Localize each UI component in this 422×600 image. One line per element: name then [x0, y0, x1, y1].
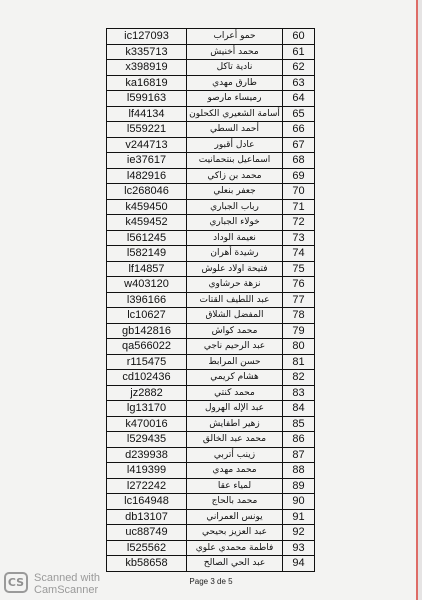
table-row: [107, 293, 315, 309]
table-row: [107, 60, 315, 76]
cell-id-number: lc10627: [107, 308, 187, 324]
cell-row-number: 82: [283, 370, 315, 386]
cell-row-number: 86: [283, 432, 315, 448]
cell-name: عبد العزيز بحيحي: [187, 525, 283, 541]
cell-name: عبد الرحيم ناجي: [187, 339, 283, 355]
table-row: [107, 29, 315, 45]
cell-row-number: 91: [283, 510, 315, 526]
table-row: [107, 339, 315, 355]
cell-name: حمو أعراب: [187, 29, 283, 45]
cell-row-number: 85: [283, 417, 315, 433]
cell-row-number: 79: [283, 324, 315, 340]
table-row: [107, 262, 315, 278]
cell-row-number: 73: [283, 231, 315, 247]
cell-row-number: 61: [283, 45, 315, 61]
cell-name: محمد بن زاكي: [187, 169, 283, 185]
cell-id-number: lf44134: [107, 107, 187, 123]
cell-name: محمد كنتي: [187, 386, 283, 402]
table-row: [107, 308, 315, 324]
cell-row-number: 75: [283, 262, 315, 278]
cell-row-number: 77: [283, 293, 315, 309]
cell-row-number: 69: [283, 169, 315, 185]
cell-name: عبد اللطيف القتات: [187, 293, 283, 309]
cell-name: محمد كواش: [187, 324, 283, 340]
table-row: [107, 510, 315, 526]
cell-id-number: lc164948: [107, 494, 187, 510]
table-row: [107, 138, 315, 154]
cell-name: المفضل الشلاق: [187, 308, 283, 324]
cell-name: رباب الجباري: [187, 200, 283, 216]
cell-row-number: 62: [283, 60, 315, 76]
table-row: [107, 556, 315, 572]
cell-id-number: l482916: [107, 169, 187, 185]
cell-id-number: db13107: [107, 510, 187, 526]
table-row: [107, 324, 315, 340]
cell-row-number: 90: [283, 494, 315, 510]
cell-id-number: l396166: [107, 293, 187, 309]
cell-id-number: qa566022: [107, 339, 187, 355]
cell-row-number: 83: [283, 386, 315, 402]
cell-id-number: ka16819: [107, 76, 187, 92]
cell-name: جعفر بنعلي: [187, 184, 283, 200]
cell-id-number: d239938: [107, 448, 187, 464]
page-number: Page 3 de 5: [189, 577, 233, 586]
cell-row-number: 66: [283, 122, 315, 138]
cell-name: فتيحة اولاد علوش: [187, 262, 283, 278]
cell-row-number: 74: [283, 246, 315, 262]
cell-name: محمد مهدي: [187, 463, 283, 479]
cell-name: محمد عبد الخالق: [187, 432, 283, 448]
cell-row-number: 78: [283, 308, 315, 324]
cell-row-number: 93: [283, 541, 315, 557]
table-row: [107, 479, 315, 495]
table-row: [107, 417, 315, 433]
table-row: [107, 370, 315, 386]
cell-row-number: 81: [283, 355, 315, 371]
cell-name: لمياء عقا: [187, 479, 283, 495]
table-row: [107, 246, 315, 262]
table-row: [107, 200, 315, 216]
cell-id-number: ie37617: [107, 153, 187, 169]
cell-name: عادل أقبور: [187, 138, 283, 154]
cell-name: خولاء الجباري: [187, 215, 283, 231]
scan-edge-shade: [418, 0, 422, 600]
camscanner-logo-icon: CS: [4, 572, 28, 593]
cell-row-number: 80: [283, 339, 315, 355]
scan-edge-line: [416, 0, 418, 600]
cell-id-number: l582149: [107, 246, 187, 262]
cell-row-number: 71: [283, 200, 315, 216]
cell-id-number: x398919: [107, 60, 187, 76]
cell-id-number: l599163: [107, 91, 187, 107]
cell-id-number: l529435: [107, 432, 187, 448]
table-row: [107, 463, 315, 479]
cell-name: طارق مهدي: [187, 76, 283, 92]
table-row: [107, 448, 315, 464]
table-row: [107, 184, 315, 200]
cell-id-number: k470016: [107, 417, 187, 433]
table-row: [107, 122, 315, 138]
table-row: [107, 525, 315, 541]
cell-name: عبد الحي الصالح: [187, 556, 283, 572]
table-row: [107, 432, 315, 448]
cell-name: زهير اطفايش: [187, 417, 283, 433]
cell-id-number: jz2882: [107, 386, 187, 402]
cell-name: اسماعيل بنتحمانيت: [187, 153, 283, 169]
cell-row-number: 94: [283, 556, 315, 572]
cell-id-number: w403120: [107, 277, 187, 293]
cell-id-number: l272242: [107, 479, 187, 495]
table-row: [107, 91, 315, 107]
cell-row-number: 68: [283, 153, 315, 169]
cell-id-number: cd102436: [107, 370, 187, 386]
cell-row-number: 88: [283, 463, 315, 479]
cell-id-number: v244713: [107, 138, 187, 154]
cell-name: رميساء مارصو: [187, 91, 283, 107]
cell-row-number: 67: [283, 138, 315, 154]
cell-name: أسامة الشعيري الكحلون: [187, 107, 283, 123]
cell-name: حسن المرابط: [187, 355, 283, 371]
cell-id-number: lc268046: [107, 184, 187, 200]
cell-id-number: k335713: [107, 45, 187, 61]
cell-id-number: l561245: [107, 231, 187, 247]
table-row: [107, 45, 315, 61]
cell-row-number: 89: [283, 479, 315, 495]
table-row: [107, 401, 315, 417]
table-row: [107, 386, 315, 402]
table-row: [107, 169, 315, 185]
cell-name: نعيمة الوداد: [187, 231, 283, 247]
cell-name: عبد الإله الهرول: [187, 401, 283, 417]
cell-name: أحمد السطي: [187, 122, 283, 138]
cell-id-number: uc88749: [107, 525, 187, 541]
table-row: [107, 153, 315, 169]
cell-id-number: l419399: [107, 463, 187, 479]
cell-row-number: 63: [283, 76, 315, 92]
cell-id-number: ic127093: [107, 29, 187, 45]
table-row: [107, 355, 315, 371]
cell-row-number: 60: [283, 29, 315, 45]
table-row: [107, 215, 315, 231]
cell-id-number: r115475: [107, 355, 187, 371]
cell-name: رشيدة أهران: [187, 246, 283, 262]
cell-row-number: 92: [283, 525, 315, 541]
cell-id-number: lf14857: [107, 262, 187, 278]
cell-row-number: 84: [283, 401, 315, 417]
cell-name: نادية تاكل: [187, 60, 283, 76]
cell-name: فاطمة محمدي علوي: [187, 541, 283, 557]
cell-row-number: 70: [283, 184, 315, 200]
table-row: [107, 231, 315, 247]
cell-id-number: k459450: [107, 200, 187, 216]
cell-row-number: 76: [283, 277, 315, 293]
cell-name: يونس العمراني: [187, 510, 283, 526]
cell-row-number: 72: [283, 215, 315, 231]
names-table: [106, 28, 315, 572]
cell-name: هشام كريمي: [187, 370, 283, 386]
cell-id-number: lg13170: [107, 401, 187, 417]
cell-name: زينب أتربي: [187, 448, 283, 464]
cell-id-number: kb58658: [107, 556, 187, 572]
table-row: [107, 107, 315, 123]
table-row: [107, 494, 315, 510]
cell-id-number: gb142816: [107, 324, 187, 340]
watermark-line-2: CamScanner: [34, 584, 99, 596]
cell-name: نزهة حرشاوي: [187, 277, 283, 293]
cell-row-number: 64: [283, 91, 315, 107]
table-row: [107, 76, 315, 92]
table-row: [107, 541, 315, 557]
cell-id-number: l525562: [107, 541, 187, 557]
cell-id-number: l559221: [107, 122, 187, 138]
cell-id-number: k459452: [107, 215, 187, 231]
cell-row-number: 65: [283, 107, 315, 123]
table-row: [107, 277, 315, 293]
watermark-line-1: Scanned with: [34, 572, 101, 584]
cell-name: محمد بالحاج: [187, 494, 283, 510]
cell-row-number: 87: [283, 448, 315, 464]
cell-name: محمد أخنيش: [187, 45, 283, 61]
